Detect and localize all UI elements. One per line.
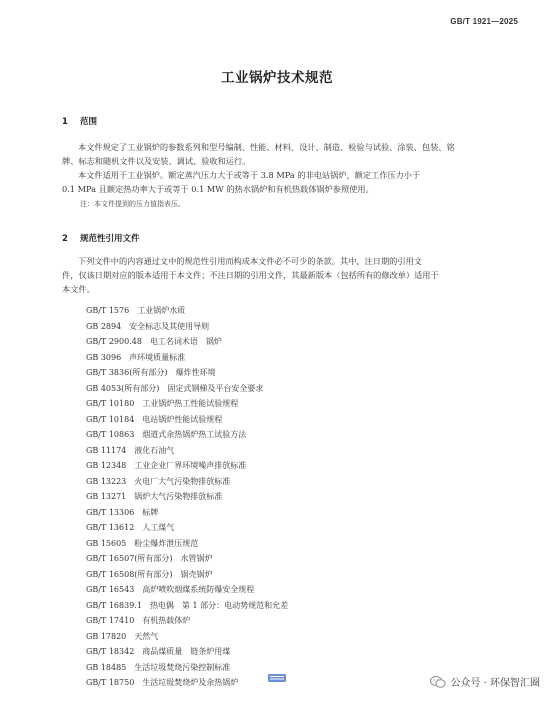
reference-title: 电工名词术语 锅炉: [149, 337, 222, 346]
reference-item: [86, 489, 288, 505]
reference-title: 烟道式余热锅炉热工试验方法: [142, 430, 247, 439]
reference-title: 锅炉大气污染物排放标准: [134, 492, 223, 501]
reference-code: GB/T 13306: [86, 507, 135, 517]
reference-code: GB/T 16507(所有部分): [86, 554, 173, 563]
reference-code: GB/T 3836(所有部分): [86, 368, 168, 377]
standard-code: GB/T 1921—2025: [450, 17, 518, 26]
section-1-paragraph-2: [62, 168, 496, 196]
section-1-heading: [62, 115, 97, 127]
section-1-paragraph-1: [62, 140, 496, 168]
reference-item: [86, 567, 288, 583]
reference-item: [86, 660, 288, 676]
reference-item: [86, 520, 288, 536]
reference-code: GB/T 18342: [86, 647, 135, 656]
reference-item: [86, 319, 288, 335]
section-number: 2: [62, 234, 68, 244]
reference-item: [86, 365, 288, 381]
reference-title: 工业企业厂界环境噪声排放标准: [134, 461, 247, 470]
document-title: 工业锅炉技术规范: [221, 70, 333, 86]
text-line: 下列文件中的内容通过文中的规范性引用而构成本文件必不可少的条款。其中，注日期的引用文: [78, 256, 422, 266]
reference-item: [86, 629, 288, 645]
reference-title: 天然气: [134, 631, 159, 641]
reference-title: 粉尘爆炸泄压规范: [134, 538, 199, 548]
reference-item: [86, 303, 288, 319]
reference-code: GB/T 13612: [86, 523, 135, 532]
text-line: 0.1 MPa 且额定热功率大于或等于 0.1 MW 的热水锅炉和有机热载体锅炉参照使用。: [62, 184, 374, 194]
watermark: [430, 674, 540, 689]
reference-title: 人工煤气: [142, 523, 175, 532]
reference-item: [86, 598, 288, 614]
reference-item: [86, 396, 288, 412]
reference-title: 固定式钢梯及平台安全要求: [167, 383, 264, 393]
reference-code: GB 3096: [86, 352, 122, 362]
reference-title: 爆炸性环境: [175, 368, 216, 377]
reference-item: [86, 381, 288, 397]
section-title: 规范性引用文件: [80, 234, 140, 244]
reference-title: 电站锅炉性能试验规程: [142, 414, 223, 424]
reference-code: GB/T 18750: [86, 678, 135, 687]
reference-item: [86, 644, 288, 660]
reference-item: [86, 334, 288, 350]
reference-code: GB 2894: [86, 321, 122, 331]
section-1-note: 注：本文件提到的压力值指表压。: [80, 200, 185, 208]
reference-title: 生活垃圾焚烧炉及余热锅炉: [142, 678, 239, 687]
reference-code: GB 11174: [86, 445, 127, 455]
text-line: 牌、标志和随机文件以及安装、调试、验收和运行。: [62, 156, 251, 166]
reference-title: 有机热载体炉: [142, 616, 191, 625]
section-title: 范围: [80, 117, 98, 127]
reference-code: GB/T 17410: [86, 616, 135, 625]
reference-item: [86, 536, 288, 552]
reference-code: GB/T 10863: [86, 430, 135, 439]
reference-item: [86, 474, 288, 490]
reference-title: 安全标志及其使用导则: [129, 321, 210, 331]
reference-item: [86, 350, 288, 366]
reference-code: GB 12348: [86, 461, 127, 470]
reference-title: 工业锅炉水质: [137, 306, 186, 315]
reference-item: [86, 505, 288, 521]
reference-code: GB 17820: [86, 631, 127, 641]
reference-item: [86, 412, 288, 428]
section-2-intro: [62, 254, 496, 296]
reference-title: 水管锅炉: [180, 554, 213, 563]
reference-item: [86, 551, 288, 567]
reference-code: GB 18485: [86, 662, 127, 672]
reference-title: 高炉喷吹烟煤系统防爆安全规程: [142, 585, 255, 594]
reference-title: 商品煤质量 链条炉用煤: [142, 647, 231, 656]
reference-title: 工业锅炉热工性能试验规程: [142, 399, 239, 408]
reference-title: 声环境质量标准: [129, 352, 186, 362]
reference-code: GB/T 16839.1: [86, 600, 142, 610]
reference-title: 锅壳锅炉: [180, 569, 213, 579]
reference-code: GB/T 2900.48: [86, 337, 142, 346]
text-line: 本文件。: [62, 284, 95, 294]
wechat-icon: [430, 675, 446, 689]
reference-item: [86, 458, 288, 474]
reference-item: [86, 427, 288, 443]
reference-title: 标牌: [142, 507, 159, 517]
reference-code: GB 4053(所有部分): [86, 383, 160, 393]
section-number: 1: [62, 117, 68, 127]
reference-title: 液化石油气: [134, 445, 175, 455]
reference-code: GB/T 10180: [86, 399, 135, 408]
publisher-mark-icon: [268, 674, 286, 682]
reference-code: GB/T 10184: [86, 414, 135, 424]
reference-title: 生活垃圾焚烧污染控制标准: [134, 662, 231, 672]
reference-title: 热电偶 第 1 部分：电动势规范和允差: [149, 600, 289, 610]
section-2-heading: [62, 232, 140, 244]
reference-code: GB/T 16508(所有部分): [86, 569, 173, 579]
reference-item: [86, 443, 288, 459]
reference-item: [86, 582, 288, 598]
reference-item: [86, 675, 288, 691]
reference-code: GB 13271: [86, 492, 127, 501]
reference-code: GB 15605: [86, 538, 127, 548]
text-line: 本文件适用于工业锅炉。额定蒸汽压力大于或等于 3.8 MPa 的非电站锅炉，额定工作压力小于: [78, 170, 421, 180]
text-line: 本文件规定了工业锅炉的参数系列和型号编制、性能、材料、设计、制造、检验与试验、涂装、包装、铭: [78, 142, 455, 152]
reference-code: GB 13223: [86, 476, 127, 486]
reference-code: GB/T 1576: [86, 306, 130, 315]
watermark-text: 公众号 · 环保智汇圈: [450, 678, 540, 689]
reference-code: GB/T 16543: [86, 585, 135, 594]
normative-references-list: [86, 303, 288, 691]
reference-item: [86, 613, 288, 629]
reference-title: 火电厂大气污染物排放标准: [134, 476, 231, 486]
text-line: 件，仅该日期对应的版本适用于本文件；不注日期的引用文件，其最新版本（包括所有的修改单）适用于: [62, 270, 439, 280]
